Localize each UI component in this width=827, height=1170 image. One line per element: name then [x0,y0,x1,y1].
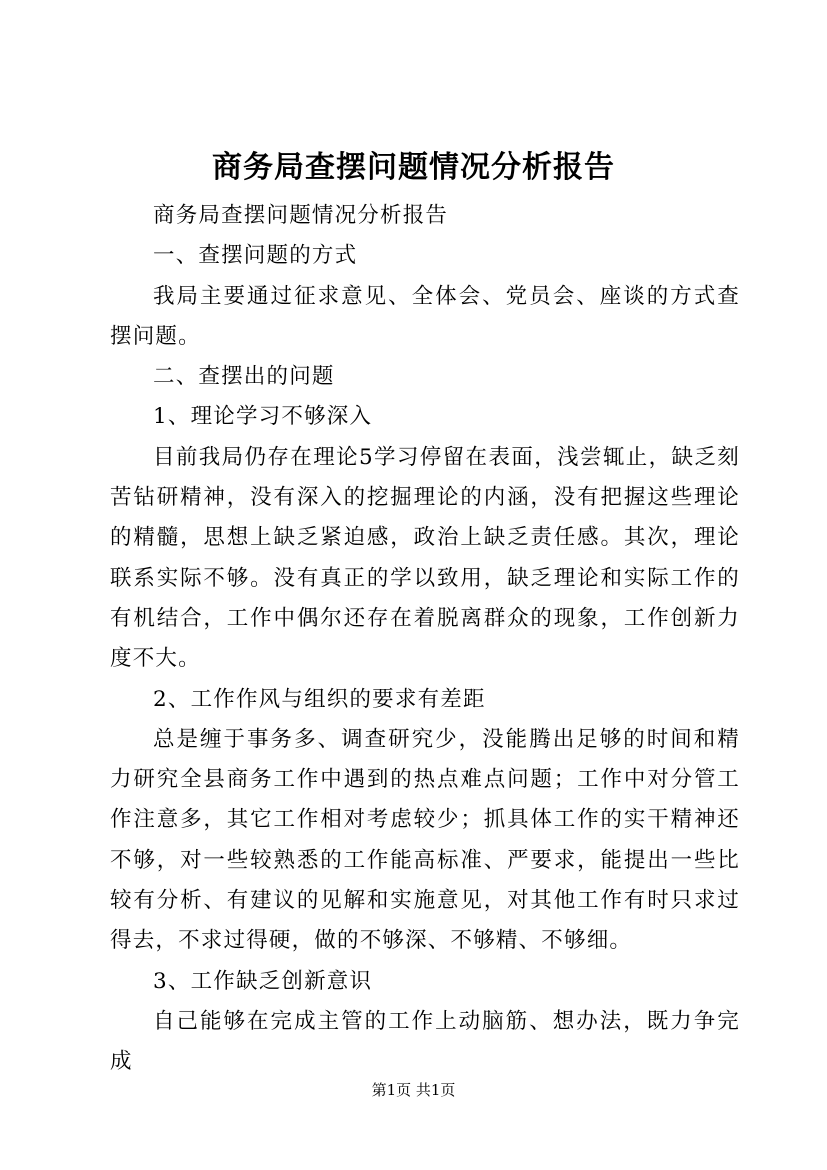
subsection-heading-1: 1、理论学习不够深入 [153,404,373,430]
subsection-heading-3: 3、工作缺乏创新意识 [153,968,373,994]
document-body [110,196,740,1083]
page-footer: 第1页 共1页 [371,1081,456,1099]
paragraph: 我局主要通过征求意见、全体会、党员会、座谈的方式查摆问题。 [110,283,740,349]
document-title: 商务局查摆问题情况分析报告 [212,150,615,185]
paragraph: 自己能够在完成主管的工作上动脑筋、想办法，既力争完成 [110,1008,740,1075]
section-heading-2: 二、查摆出的问题 [153,364,335,390]
paragraph-subtitle: 商务局查摆问题情况分析报告 [153,203,449,228]
paragraph: 目前我局仍存在理论5学习停留在表面，浅尝辄止，缺乏刻苦钻研精神，没有深入的挖掘理论的内涵，没有把握这些理论的精髓，思想上缺乏紧迫感，政治上缺乏责任感。其次，理论联系实际不够。没有真正的学以致用，缺乏理论和实际工作的有机结合，工作中偶尔还存在着脱离群众的现象，工作创新力度不大。 [110,444,740,672]
section-heading-1: 一、查摆问题的方式 [153,243,358,269]
subsection-heading-2: 2、工作作风与组织的要求有差距 [153,686,486,712]
paragraph: 总是缠于事务多、调查研究少，没能腾出足够的时间和精力研究全县商务工作中遇到的热点难点问题；工作中对分管工作注意多，其它工作相对考虑较少；抓具体工作的实干精神还不够，对一些较熟悉的工作能高标准、严要求，能提出一些比较有分析、有建议的见解和实施意见，对其他工作有时只求过得去，不求过得硬，做的不够深、不够精、不够细。 [110,726,740,954]
